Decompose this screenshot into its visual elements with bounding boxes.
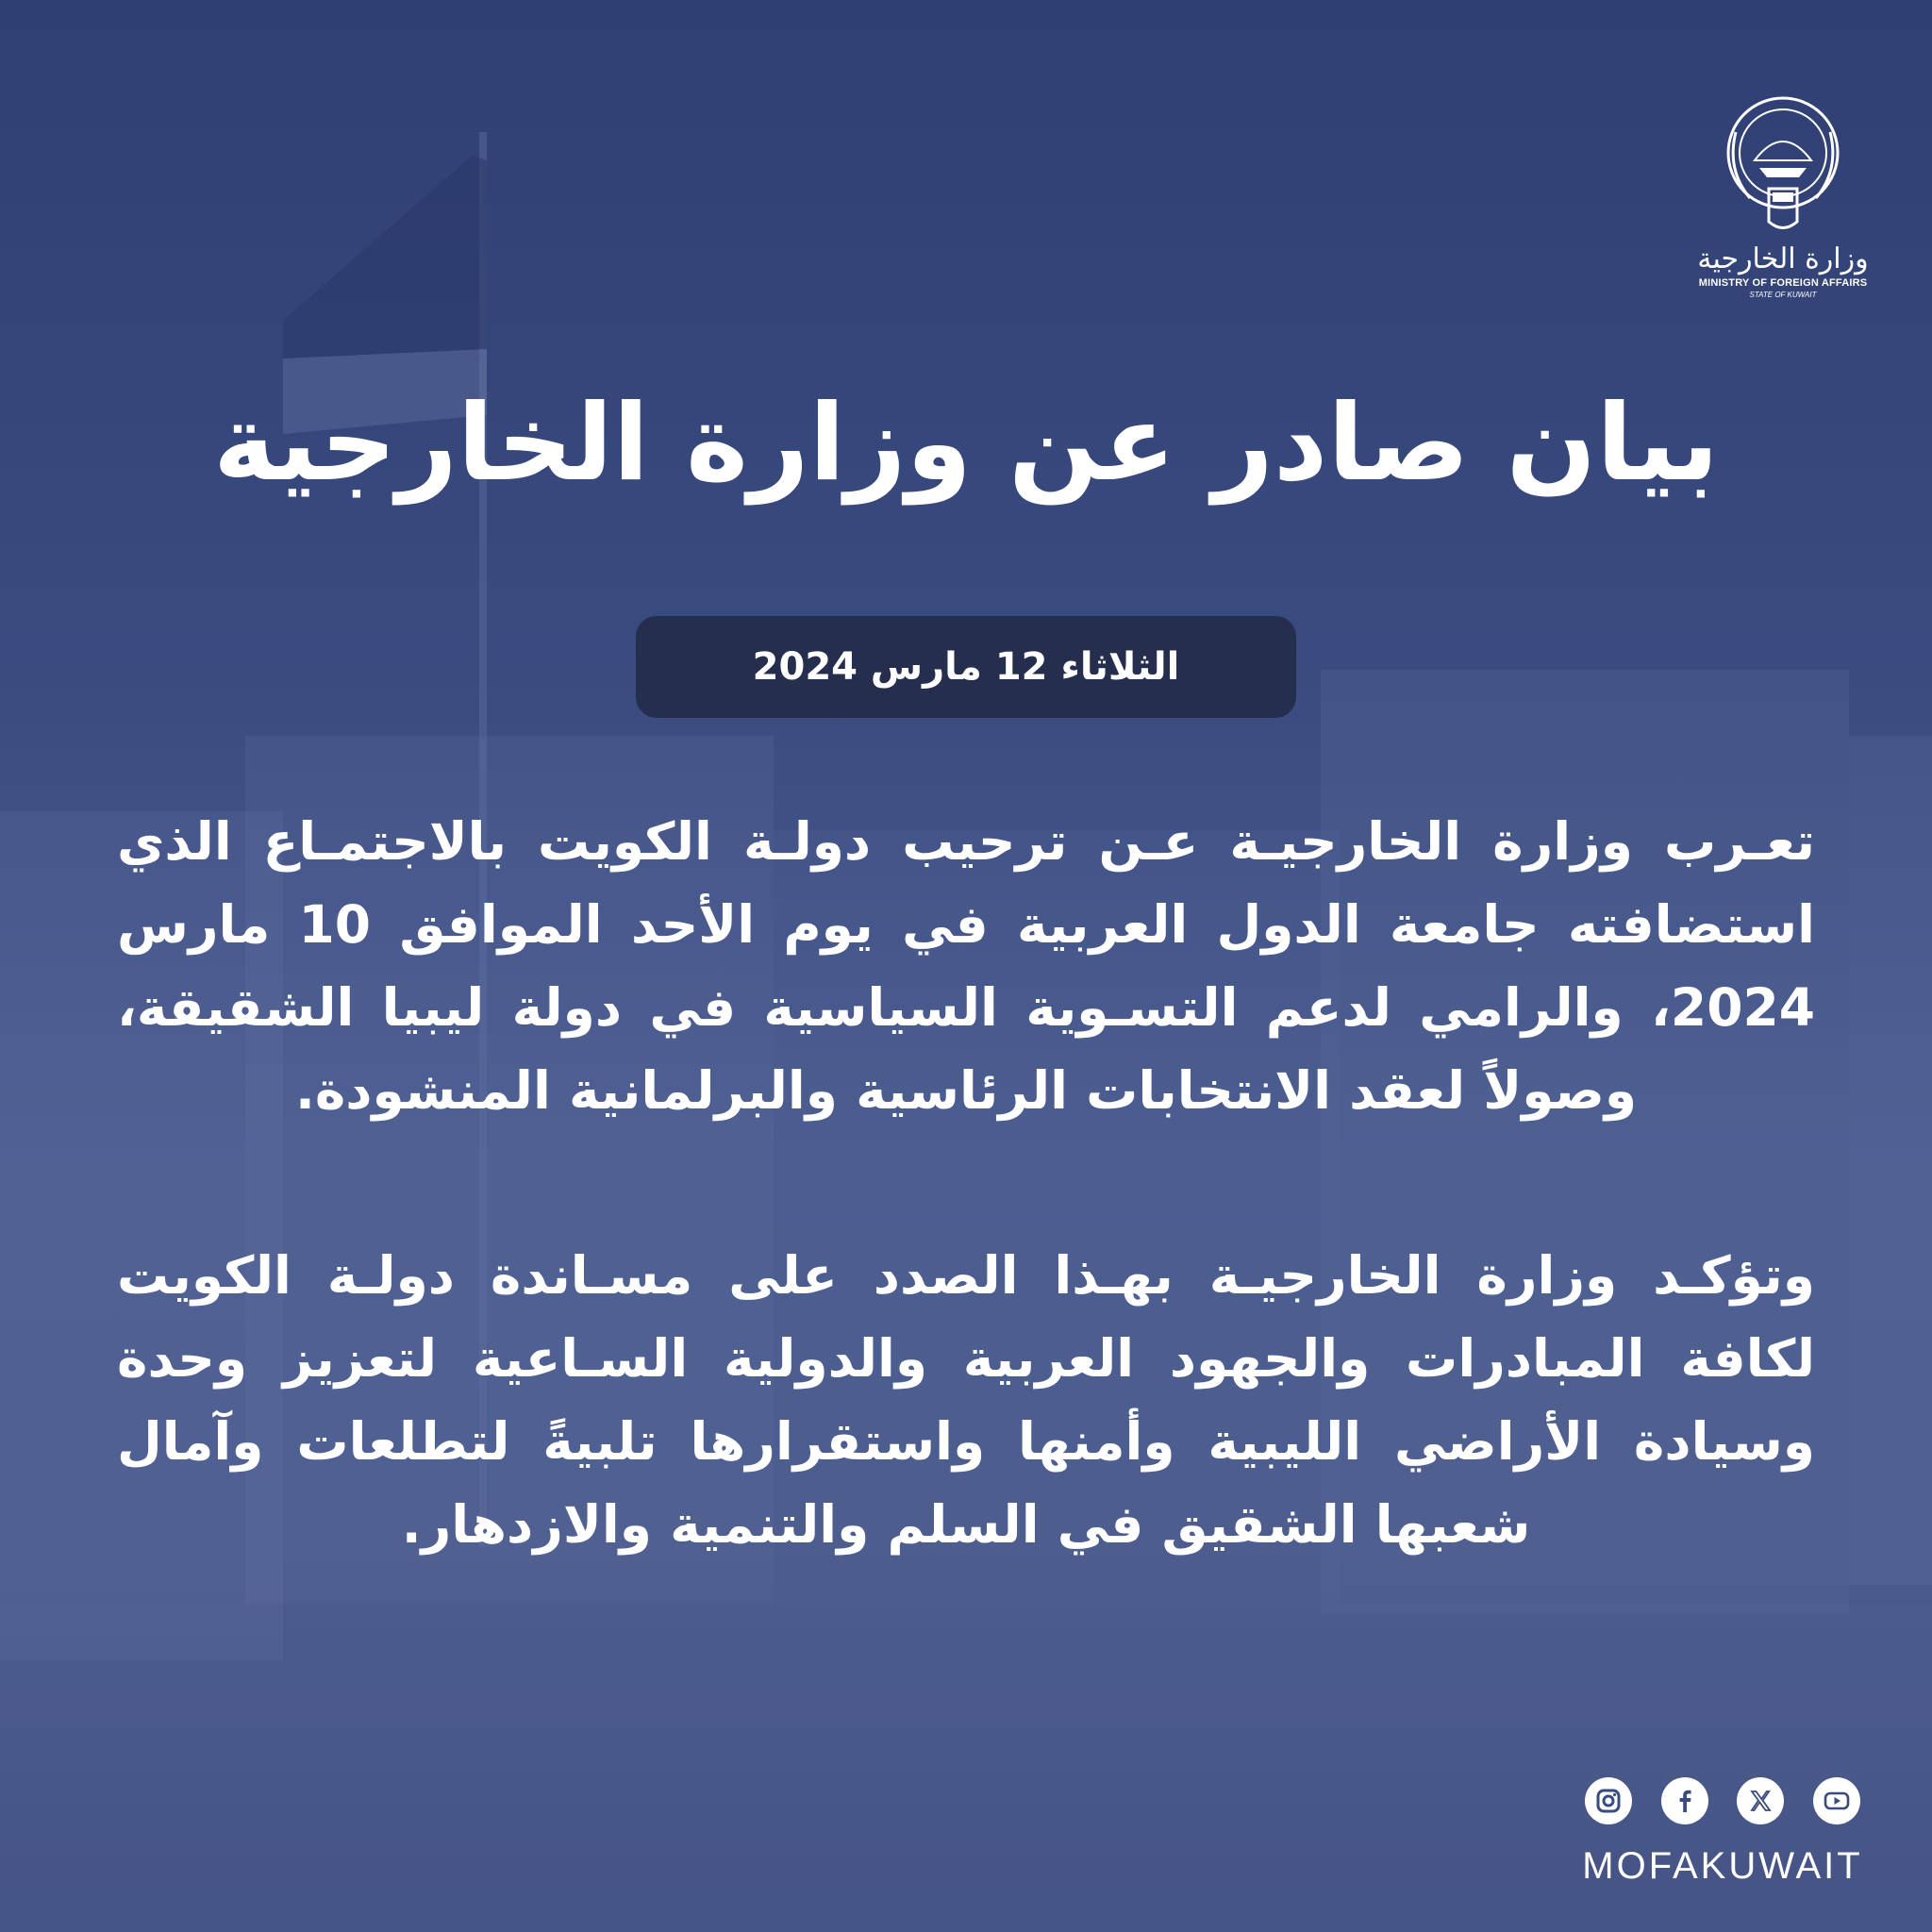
page-title: بيان صادر عن وزارة الخارجية: [212, 382, 1720, 505]
date-text: الثلاثاء 12 مارس 2024: [752, 645, 1180, 689]
date-badge: [636, 616, 1296, 718]
statement-paragraph-2: وتؤكـد وزارة الخارجيـة بهـذا الصدد على مسـاندة دولـة الكويت لكافة المبادرات والجهود العربية والدولية السـاعية لتعزيز وحدة وسيادة الأراضي الليبية وأمنها واستقرارها تلبيةً لتطلعات وآمال شعبها الشقيق في السلم والتنمية والازدهار.: [117, 1245, 1815, 1555]
logo-subtitle: STATE OF KUWAIT: [1749, 291, 1817, 299]
x-icon[interactable]: [1737, 1777, 1784, 1824]
ministry-logo: [1689, 94, 1877, 299]
facebook-icon[interactable]: [1661, 1777, 1708, 1824]
kuwait-emblem-icon: [1722, 94, 1844, 236]
youtube-icon[interactable]: [1813, 1777, 1860, 1824]
statement-paragraph-1: تعـرب وزارة الخارجيـة عـن ترحيب دولـة الكويت بالاجتمـاع الذي استضافته جامعة الدول العربية في يوم الأحد الموافق 10 مارس 2024، والرامي لدعم التسـوية السياسية في دولة ليبيا الشقيقة، وصولاً لعقد الانتخابات الرئاسية والبرلمانية المنشودة.: [117, 811, 1815, 1121]
logo-english-name: MINISTRY OF FOREIGN AFFAIRS: [1698, 277, 1868, 289]
logo-arabic-name: وزارة الخارجية: [1697, 242, 1869, 275]
instagram-icon[interactable]: [1585, 1777, 1632, 1824]
social-handle: MOFAKUWAIT: [1582, 1845, 1863, 1887]
social-footer: [1581, 1777, 1864, 1888]
